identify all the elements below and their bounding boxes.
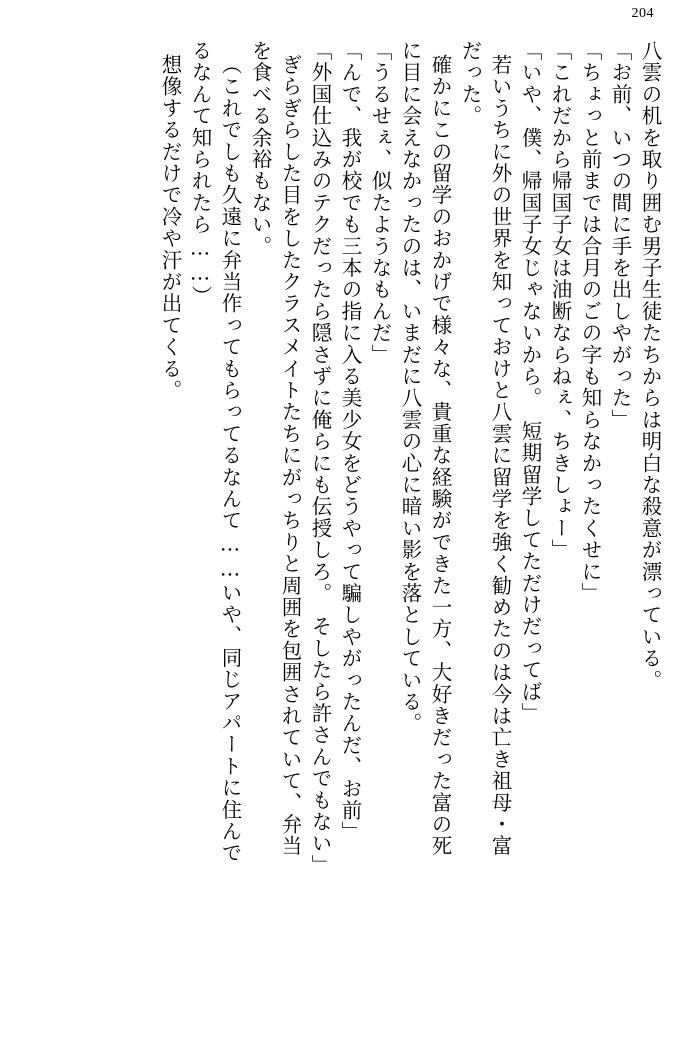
text-line: （これでしも久遠に弁当作ってもらってるなんて……いや、同じアパートに住んで xyxy=(218,54,242,864)
text-line: ぎらぎらした目をしたクラスメイトたちにがっちりと周囲を包囲されていて、弁当 xyxy=(278,54,302,857)
text-line: 八雲の机を取り囲む男子生徒たちからは明白な殺意が漂っている。 xyxy=(638,40,662,691)
page-number: 204 xyxy=(631,6,654,21)
text-line: るなんて知られたら……） xyxy=(188,40,212,308)
text-line: 「いや、僕、帰国子女じゃないから。 短期留学してただけだってば」 xyxy=(518,40,542,725)
text-line: 「お前、いつの間に手を出しやがった」 xyxy=(608,40,632,431)
text-line: だった。 xyxy=(458,40,482,127)
text-line: 「ちょっと前までは合月のごの字も知らなかったくせに」 xyxy=(578,40,602,605)
text-line: 「うるせぇ、似たようなもんだ」 xyxy=(368,40,392,366)
text-line: 「んで、我が校でも三本の指に入る美少女をどうやって騙しやがったんだ、お前」 xyxy=(338,40,362,843)
vertical-text-block xyxy=(30,40,660,1024)
text-line: に目に会えなかったのは、いまだに八雲の心に暗い影を落としている。 xyxy=(398,40,422,735)
text-line: 「外国仕込みのテクだったら隠さずに俺らにも伝授しろ。 そしたら許さんでもない」 xyxy=(308,40,332,877)
text-line: 想像するだけで冷や汗が出てくる。 xyxy=(158,54,182,402)
text-line: 確かにこの留学のおかげで様々な、貴重な経験ができた一方、大好きだった富の死 xyxy=(428,54,452,857)
text-line: を食べる余裕もない。 xyxy=(248,40,272,257)
text-line: 「これだから帰国子女は油断ならねぇ、ちきしょー」 xyxy=(548,40,572,561)
text-line: 若いうちに外の世界を知っておけと八雲に留学を強く勧めたのは今は亡き祖母・富 xyxy=(488,54,512,857)
